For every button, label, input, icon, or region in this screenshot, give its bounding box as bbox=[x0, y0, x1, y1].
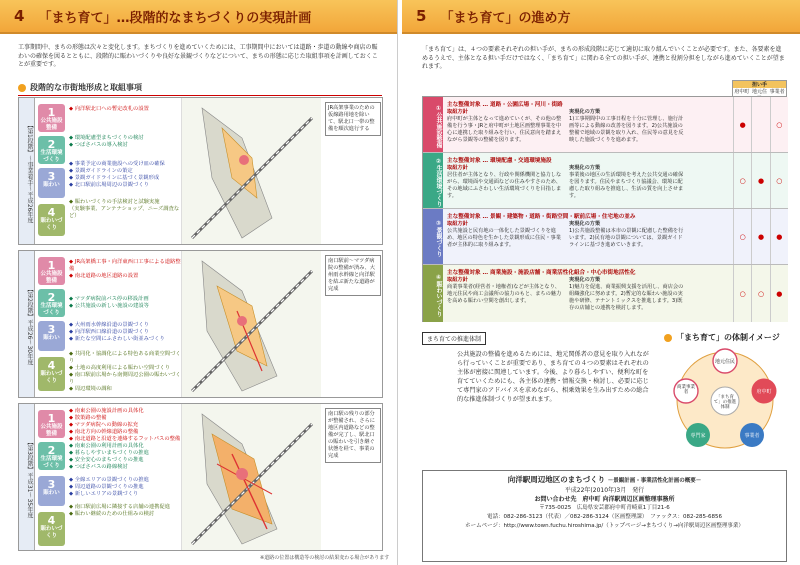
inquiry: お問い合わせ先 府中町 向洋駅周辺区画整理事務所 bbox=[534, 496, 675, 503]
category-bustle: 4 賑わいづくり bbox=[38, 204, 65, 236]
map-note: 南口駅前〜マツダ病院の整備が済み、大州雨水幹線と向洋駅を結ぶ新たな道路が完成 bbox=[325, 255, 381, 296]
stage-items bbox=[69, 106, 181, 220]
system-title: 「まち育て」の体制イメージ bbox=[664, 332, 780, 343]
measure-col: 実現化の方策 1)工事期間中の工事日程を十分に管理し、施行計画等による動線の改善を図ります。2)公共施設の整備で地域の景観を取り入れ、住民等の意見を反映した施設づくりを進めます。 bbox=[569, 109, 684, 143]
list-item: ◆ 安全安心のまちづくりの推進 bbox=[69, 457, 144, 463]
diagram-node: 専門家 bbox=[690, 433, 706, 439]
list-item: ◆ つばさバスの路線検討 bbox=[69, 464, 128, 470]
bullet-dot-icon bbox=[18, 84, 26, 92]
map-stage-1 bbox=[181, 98, 321, 244]
list-item: ◆ 向洋駅西口線沿道の景観づくり bbox=[69, 329, 149, 335]
row-heading: 主な整備対象 … 道路・公園広場・河川・街路 bbox=[447, 102, 563, 108]
stage-label: 【第1段階】〜事業着手〜平成26年度 bbox=[19, 98, 35, 244]
stage-items bbox=[69, 408, 181, 518]
phone-fax: 電話：082-286-3123（代表）／082-286-3124（区画整理課） ファックス：082-285-6856 bbox=[487, 514, 722, 520]
category-living: 2 生活環境づくり bbox=[38, 442, 65, 470]
list-item: ◆ つばさバスの導入検討 bbox=[69, 142, 128, 148]
list-item: ◆ 賑わいづくりの手法検討と試験実施 bbox=[69, 199, 160, 205]
map-stage-2 bbox=[181, 251, 321, 397]
list-item: ◆ 南北道路と沿道を連絡するフットパスの整備 bbox=[69, 436, 181, 442]
check-cells: ○ ○ ● bbox=[733, 265, 788, 322]
category-living: 2 生活環境づくり bbox=[38, 289, 65, 317]
bullet-dot-icon bbox=[664, 334, 672, 342]
policy-col: 取組方針 居住者が主体となり、行政や関係機関と協力しながら、環境面や交通面などの住みやすさのため、その地域にふさわしい生活環境づくりを目指します。 bbox=[447, 165, 562, 199]
list-item: ◆ 暮らしやすいまちづくりの推進 bbox=[69, 450, 149, 456]
list-item: ◆ 景観ガイドラインに基づく景観形成 bbox=[69, 175, 160, 181]
intro-text: 「まち育て」は、４つの要素それぞれの担い手が、まちの形成段階に応じて適切に取り組んでいくことが必要です。また、各要素を進めるうえで、主体となる担い手だけではなく、「まち育て」に関わる全ての担い手が、連携と役割分担をしながら進めていくことが望まれます。 bbox=[422, 46, 785, 70]
measure-col: 実現化の方策 1)公共施設整備は本市の景観に配慮した整備を行います。2)民有地の景観については、景観ガイドラインに基づき進めていきます。 bbox=[569, 221, 684, 248]
list-item: ◆ JR高架橋工事・向洋東西口工事による道路整備 bbox=[69, 259, 181, 272]
policy-col: 取組方針 商業事業者(経営者・地権者)などが主体となり、地元住民や商工会議所の協力のもと、まちの魅力を高める賑わい空間を創出します。 bbox=[447, 277, 562, 304]
section-title: 「まち育て」の進め方 bbox=[440, 10, 571, 26]
diagram-node: 事業者 bbox=[744, 433, 760, 439]
section-header-right bbox=[402, 0, 800, 34]
row-label: ①公共施設整備 bbox=[423, 97, 443, 152]
category-living: 2 生活環境づくり bbox=[38, 136, 65, 164]
stage-3 bbox=[18, 403, 383, 551]
stage-label: 【第2段階】平成26〜30年度 bbox=[19, 251, 35, 397]
list-item: ◆ 新しいエリアの景観づくり bbox=[69, 491, 139, 497]
map-stage-3 bbox=[181, 404, 321, 550]
list-item: ◆ 南東公園の利用計画の具体化 bbox=[69, 443, 144, 449]
list-item: ◆ 南口駅前広場に隣接する店舗の連携促進 bbox=[69, 504, 171, 510]
list-item: ◆ 北口駅前広場周辺の景観づくり bbox=[69, 182, 149, 188]
list-item: ◆ 周辺道路の景観づくりの推進 bbox=[69, 484, 144, 490]
intro-text: 工事期間中、まちの形態は次々と変化します。まちづくりを進めていくためには、工事期間中においては道路・歩道の動線や商店の賑わいの確保を図るとともに、段階的に賑わいづくりや良好な景観づくりなどについて、まちの形態に応じた取組事項を計画しておくことが重要です。 bbox=[18, 44, 378, 68]
stage-items bbox=[69, 259, 181, 393]
table-row bbox=[423, 265, 788, 322]
table-row bbox=[423, 209, 788, 265]
diagram-node: 地元住民 bbox=[715, 359, 736, 365]
list-item: ◆ 環境配慮型まちづくりの検討 bbox=[69, 135, 144, 141]
category-landscape: 3 賑わい bbox=[38, 321, 65, 351]
check-col-label: 地元住 bbox=[751, 89, 767, 95]
row-label: ③景観づくり bbox=[423, 209, 443, 264]
map-note: 南口駅の残りの部分が整備され、さらに地区内道路などの整備が完了し、駅北口の賑わいを引き継ぐ状態を経て、事業の完成 bbox=[325, 408, 381, 463]
website-link[interactable]: ホームページ：http://www.town.fuchu.hiroshima.jp/（トップページ→まちづくり→向洋駅周辺区画整理事業） bbox=[465, 523, 744, 529]
policy-col: 取組方針 府中町が主体となって進めていくが、その他の整備を行う事・JRと府中町が土地区画整理事業を中心に連携した取り組みを行い、住民意向を踏まえながら景観等の整備を図ります。 bbox=[447, 109, 562, 143]
subtitle bbox=[18, 82, 382, 96]
list-item: ◆ マツダ病院への動線の拡充 bbox=[69, 422, 139, 428]
section-title: 「まち育て」…段階的なまちづくりの実現計画 bbox=[38, 10, 312, 26]
category-landscape: 3 賑わい bbox=[38, 168, 65, 198]
stage-1 bbox=[18, 97, 383, 245]
category-public: 1 公共施設整備 bbox=[38, 104, 65, 132]
diagram-node: 商業事業者 bbox=[677, 385, 695, 395]
system-diagram bbox=[660, 345, 790, 455]
list-item: ◆ 景観ガイドラインの策定 bbox=[69, 168, 133, 174]
list-item: ◆ 南東公園の施設計画の具体化 bbox=[69, 408, 144, 414]
row-heading: 主な整備対象 … 景観・建築物・道路・街路空間・駅前広場・住宅地の並み bbox=[447, 214, 636, 220]
subtitle-text: 段階的な市街地形成と取組事項 bbox=[30, 83, 142, 92]
table-row bbox=[423, 97, 788, 153]
row-label: ②生活環境づくり bbox=[423, 153, 443, 208]
list-item: ◆ 事業予定の商業施設への受け皿の確保 bbox=[69, 161, 165, 167]
category-bustle: 4 賑わいづくり bbox=[38, 357, 65, 391]
section-number: 4 bbox=[14, 7, 25, 25]
system-tag: まち育ての推進体制 bbox=[422, 332, 486, 345]
diagram-node: 府中町 bbox=[756, 389, 772, 395]
check-header-title: 担い手 bbox=[733, 81, 786, 88]
stage-label: 【第3段階】平成31〜35年度 bbox=[19, 404, 35, 550]
contact-title: 向洋駅周辺地区のまちづくり －景観計画・事業活性化計画の概要－ bbox=[507, 475, 702, 484]
diagram-center: 「まち育て」の推進体制 bbox=[713, 395, 737, 410]
measure-col: 実現化の方策 1)魅力を促進、商業振興支援を活用し、商店会の組織強化に努めます。2)暫定的な賑わい施設の実施や研修、テナントミックスを推進します。3)既存の店舗との連携を検討します。 bbox=[569, 277, 684, 311]
table-row bbox=[423, 153, 788, 209]
stage-2 bbox=[18, 250, 383, 398]
list-item: ◆ 南北方向の幹線道路の整備 bbox=[69, 429, 139, 435]
policy-col: 取組方針 公共施設と民有地の一体化した景観づくりを進め、地区の特色を生かした景観形成に住民・事業者が主体的に取り組みます。 bbox=[447, 221, 561, 248]
list-item: ◆ 新たな空間にふさわしい街並みづくり bbox=[69, 336, 165, 342]
list-item: ◆ 大州雨水幹線沿道の景観づくり bbox=[69, 322, 149, 328]
row-heading: 主な整備対象 … 商業施設・施設店舗・商業活性化組合・中心市街地活性化 bbox=[447, 270, 636, 276]
measure-col: 実現化の方策 事業後の地区の生活環境を考えた公共交通の確保を図ります。住民やまちづくり協議会、環境に配慮した取り組みを推進し、生活の質を向上させます。 bbox=[569, 165, 684, 199]
list-item: ◆ マツダ病院前バス停の移設計画 bbox=[69, 296, 149, 302]
publish-date: 平成22年(2010年)3月 発行 bbox=[564, 487, 645, 494]
category-public: 1 公共施設整備 bbox=[38, 410, 65, 438]
category-bustle: 4 賑わいづくり bbox=[38, 512, 65, 546]
list-item: ◆ 散策路の整備 bbox=[69, 415, 107, 421]
check-col-label: 事業者 bbox=[769, 89, 785, 95]
system-text: 公共施設の整備を進めるためには、地元関係者の意見を取り入れながら行っていくことが重要であり、まち育ての４つの要素はそれぞれの主体が密接に関連しています。今後、より暮らしやすい、便利な町を育てていくためにも、各主体の連携・情報交換・検討し、必要に応じて専門家のアドバイスを求めながら、相乗効果を生み出すための総合的な推進体制づくりが望まれます。 bbox=[457, 351, 649, 403]
category-landscape: 3 賑わい bbox=[38, 476, 65, 506]
map-note: JR高架事業のための仮線路用地を除いて、駅北口一帯の整備を順次進行する bbox=[325, 102, 381, 136]
address: 〒735-0025 広島県安芸郡府中町青崎東1丁目21-6 bbox=[539, 505, 670, 511]
contact-box bbox=[422, 470, 787, 562]
check-cells: ● ○ bbox=[733, 97, 788, 152]
list-item: ◆ 周辺環境の調和 bbox=[69, 386, 112, 392]
list-item: ◆ 向洋駅北口への暫定改札の設置 bbox=[69, 106, 149, 112]
row-heading: 主な整備対象 … 環境配慮・交通環境施設 bbox=[447, 158, 552, 164]
list-item: ◆ 南北道路の地区道路の設置 bbox=[69, 273, 139, 279]
method-table bbox=[422, 96, 787, 322]
section-header-left bbox=[0, 0, 397, 34]
check-cells: ○ ● ● bbox=[733, 209, 788, 264]
list-item: ◆ 賑わい継続のための仕組みの検討 bbox=[69, 511, 155, 517]
list-item: ◆ 南口駅前広場から南側周辺公園の賑わいづくり bbox=[69, 372, 181, 385]
category-public: 1 公共施設整備 bbox=[38, 257, 65, 285]
list-item: ◆ 土地の高度利用による賑わい空間づくり bbox=[69, 365, 171, 371]
right-page bbox=[402, 0, 800, 565]
check-col-label: 府中町 bbox=[734, 89, 750, 95]
list-item: ◆ 共同化・協調化による特色ある商業空間づくり bbox=[69, 351, 181, 364]
list-item: ◆ 公共施設の新しい施設の建設等 bbox=[69, 303, 149, 309]
section-number: 5 bbox=[416, 7, 427, 25]
list-item: ◆ 全線エリアの景観づくりの推進 bbox=[69, 477, 149, 483]
list-item: （実験事業、アンテナショップ、ニーズ調査など） bbox=[69, 206, 180, 219]
footnote: ※道路の位置は構造等の検討の結果変わる場合があります bbox=[260, 555, 390, 561]
left-page bbox=[0, 0, 398, 565]
row-label: ④賑わいづくり bbox=[423, 265, 443, 322]
check-cells: ○ ● ○ bbox=[733, 153, 788, 208]
